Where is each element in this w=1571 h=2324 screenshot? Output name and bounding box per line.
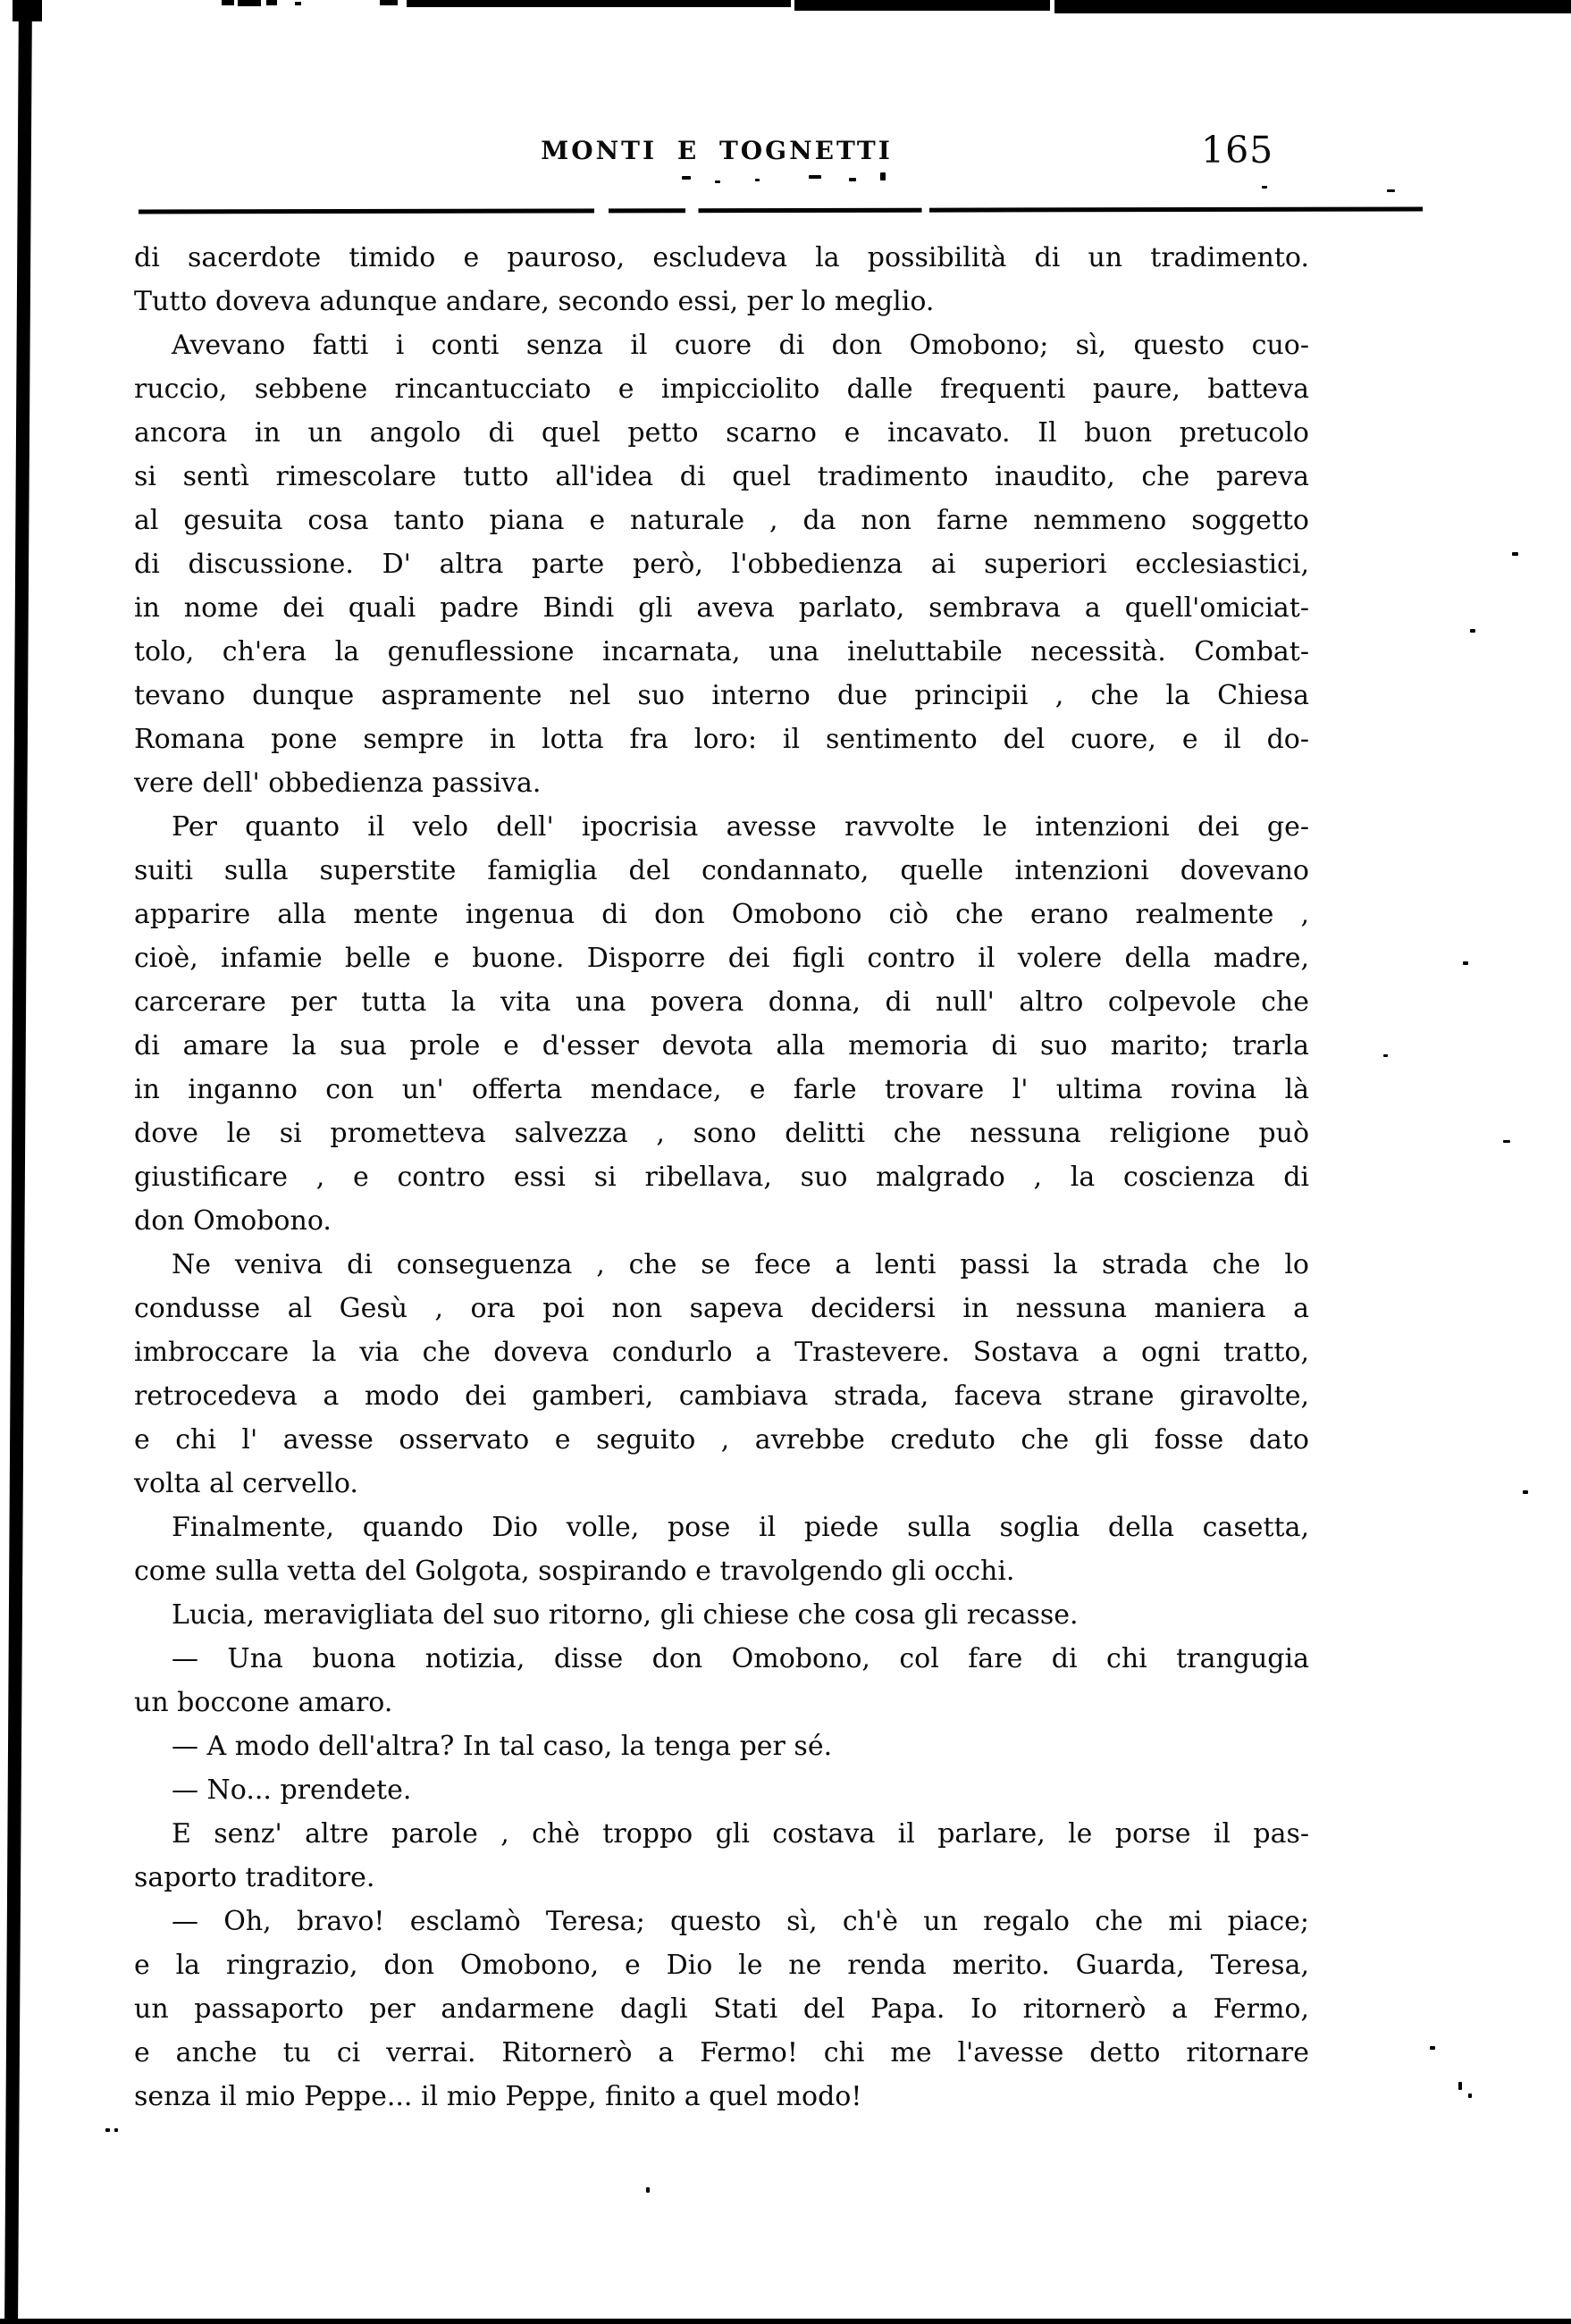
paragraph xyxy=(134,1724,1309,1768)
header-rule xyxy=(139,206,1423,214)
text-line: imbroccare la via che doveva condurlo a Trastevere. Sostava a ogni tratto, xyxy=(134,1337,1309,1368)
text-line: senza il mio Peppe... il mio Peppe, finito a quel modo! xyxy=(134,2081,862,2112)
text-line: — A modo dell'altra? In tal caso, la tenga per sé. xyxy=(172,1731,833,1762)
scan-speck xyxy=(849,178,856,181)
scan-artifact-top-dash xyxy=(266,0,277,5)
text-line: Lucia, meravigliata del suo ritorno, gli chiese che cosa gli recasse. xyxy=(172,1599,1079,1631)
text-line: E senz' altre parole , chè troppo gli costava il parlare, le porse il pas- xyxy=(172,1818,1309,1850)
text-line: cioè, infamie belle e buone. Disporre dei figli contro il volere della madre, xyxy=(134,943,1309,974)
text-line: carcerare per tutta la vita una povera donna, di null' altro colpevole che xyxy=(134,986,1309,1018)
scan-speck xyxy=(114,2128,118,2132)
paragraph xyxy=(134,1506,1309,1593)
text-line: di sacerdote timido e pauroso, escludeva la possibilità di un tradimento. xyxy=(134,242,1309,273)
paragraph xyxy=(134,1900,1309,2118)
text-line: al gesuita cosa tanto piana e naturale , da non farne nemmeno soggetto xyxy=(134,505,1309,536)
text-line: e la ringrazio, don Omobono, e Dio le ne renda merito. Guarda, Teresa, xyxy=(134,1950,1309,1981)
scan-speck xyxy=(1383,1054,1388,1057)
text-line: retrocedeva a modo dei gamberi, cambiava strada, faceva strane giravolte, xyxy=(134,1380,1309,1412)
text-line: in nome dei quali padre Bindi gli aveva parlato, sembrava a quell'omiciat- xyxy=(134,592,1309,624)
text-line: ancora in un angolo di quel petto scarno e incavato. Il buon pretucolo xyxy=(134,417,1309,449)
scan-speck xyxy=(105,2128,110,2132)
text-line: dove le si prometteva salvezza , sono delitti che nessuna religione può xyxy=(134,1118,1309,1149)
scan-artifact-corner xyxy=(13,0,42,21)
text-line: Avevano fatti i conti senza il cuore di don Omobono; sì, questo cuo- xyxy=(172,330,1309,361)
text-line: un boccone amaro. xyxy=(134,1687,393,1718)
paragraph xyxy=(134,1243,1309,1506)
scan-speck xyxy=(1512,552,1518,556)
scan-artifact-top-dash xyxy=(238,0,261,6)
text-line: — Una buona notizia, disse don Omobono, col fare di chi trangugia xyxy=(172,1643,1309,1674)
running-head xyxy=(0,129,1571,172)
text-line: Tutto doveva adunque andare, secondo essi, per lo meglio. xyxy=(134,286,935,317)
scan-speck xyxy=(1463,961,1468,965)
scan-speck xyxy=(1262,186,1267,189)
scan-speck xyxy=(682,176,691,180)
scan-speck xyxy=(809,175,821,179)
text-line: don Omobono. xyxy=(134,1205,332,1237)
text-line: giustificare , e contro essi si ribellava, suo malgrado , la coscienza di xyxy=(134,1162,1309,1193)
text-line: Finalmente, quando Dio volle, pose il piede sulla soglia della casetta, xyxy=(172,1512,1309,1543)
text-line: Per quanto il velo dell' ipocrisia avesse ravvolte le intenzioni dei ge- xyxy=(172,811,1309,843)
text-line: — Oh, bravo! esclamò Teresa; questo sì, ch'è un regalo che mi piace; xyxy=(172,1906,1309,1937)
text-line: in inganno con un' offerta mendace, e farle trovare l' ultima rovina là xyxy=(134,1074,1309,1105)
scan-speck xyxy=(1523,1490,1528,1494)
text-line: tolo, ch'era la genuflessione incarnata, una ineluttabile necessità. Combat- xyxy=(134,636,1309,667)
scan-speck xyxy=(1470,629,1475,633)
scan-artifact-top-dash xyxy=(222,0,234,5)
text-line: suiti sulla superstite famiglia del condannato, quelle intenzioni dovevano xyxy=(134,855,1309,886)
text-line: come sulla vetta del Golgota, sospirando e travolgendo gli occhi. xyxy=(134,1556,1015,1587)
scan-speck xyxy=(1503,1140,1510,1143)
scan-speck xyxy=(755,179,760,181)
text-line: Ne veniva di conseguenza , che se fece a lenti passi la strada che lo xyxy=(172,1249,1309,1280)
paragraph xyxy=(134,1593,1309,1637)
page-number: 165 xyxy=(1201,129,1274,172)
text-line: di discussione. D' altra parte però, l'obbedienza ai superiori ecclesiastici, xyxy=(134,549,1309,580)
text-line: di amare la sua prole e d'esser devota alla memoria di suo marito; trarla xyxy=(134,1030,1309,1061)
paragraph xyxy=(134,323,1309,805)
scan-artifact-top-strip xyxy=(1054,0,1571,13)
scan-speck xyxy=(646,2187,650,2193)
paragraph xyxy=(134,805,1309,1243)
text-line: ruccio, sebbene rincantucciato e impicciolito dalle frequenti paure, batteva xyxy=(134,373,1309,405)
text-line: si sentì rimescolare tutto all'idea di quel tradimento inaudito, che pareva xyxy=(134,461,1309,492)
text-line: Romana pone sempre in lotta fra loro: il sentimento del cuore, e il do- xyxy=(134,724,1309,755)
scan-speck xyxy=(1387,189,1395,192)
scan-artifact-top-dash xyxy=(295,2,301,5)
scan-artifact-top-dash xyxy=(380,0,398,5)
text-line: tevano dunque aspramente nel suo interno due principii , che la Chiesa xyxy=(134,680,1309,711)
text-line: apparire alla mente ingenua di don Omobono ciò che erano realmente , xyxy=(134,899,1309,930)
text-line: vere dell' obbedienza passiva. xyxy=(134,768,542,799)
scan-speck xyxy=(715,180,720,183)
text-line: e chi l' avesse osservato e seguito , avrebbe creduto che gli fosse dato xyxy=(134,1424,1309,1456)
scan-artifact-left-bar xyxy=(4,0,32,2324)
scan-speck xyxy=(1458,2082,1462,2090)
scan-speck xyxy=(1430,2046,1435,2050)
scan-artifact-bottom-strip xyxy=(0,2319,1571,2324)
text-line: un passaporto per andarmene dagli Stati del Papa. Io ritornerò a Fermo, xyxy=(134,1993,1309,2025)
text-line: e anche tu ci verrai. Ritornerò a Fermo! chi me l'avesse detto ritornare xyxy=(134,2037,1309,2068)
text-line: — No... prendete. xyxy=(172,1774,412,1806)
text-line: volta al cervello. xyxy=(134,1468,358,1499)
page-title: MONTI E TOGNETTI xyxy=(541,136,893,165)
paragraph xyxy=(134,1637,1309,1724)
text-line: saporto traditore. xyxy=(134,1862,375,1893)
paragraph xyxy=(134,236,1309,323)
text-body xyxy=(134,236,1309,2118)
scan-speck xyxy=(1468,2093,1472,2098)
text-line: condusse al Gesù , ora poi non sapeva decidersi in nessuna maniera a xyxy=(134,1293,1309,1324)
paragraph xyxy=(134,1768,1309,1812)
paragraph xyxy=(134,1812,1309,1900)
scan-artifact-top-strip xyxy=(407,0,791,7)
scan-speck xyxy=(880,172,886,180)
scan-artifact-top-strip xyxy=(794,0,1050,11)
